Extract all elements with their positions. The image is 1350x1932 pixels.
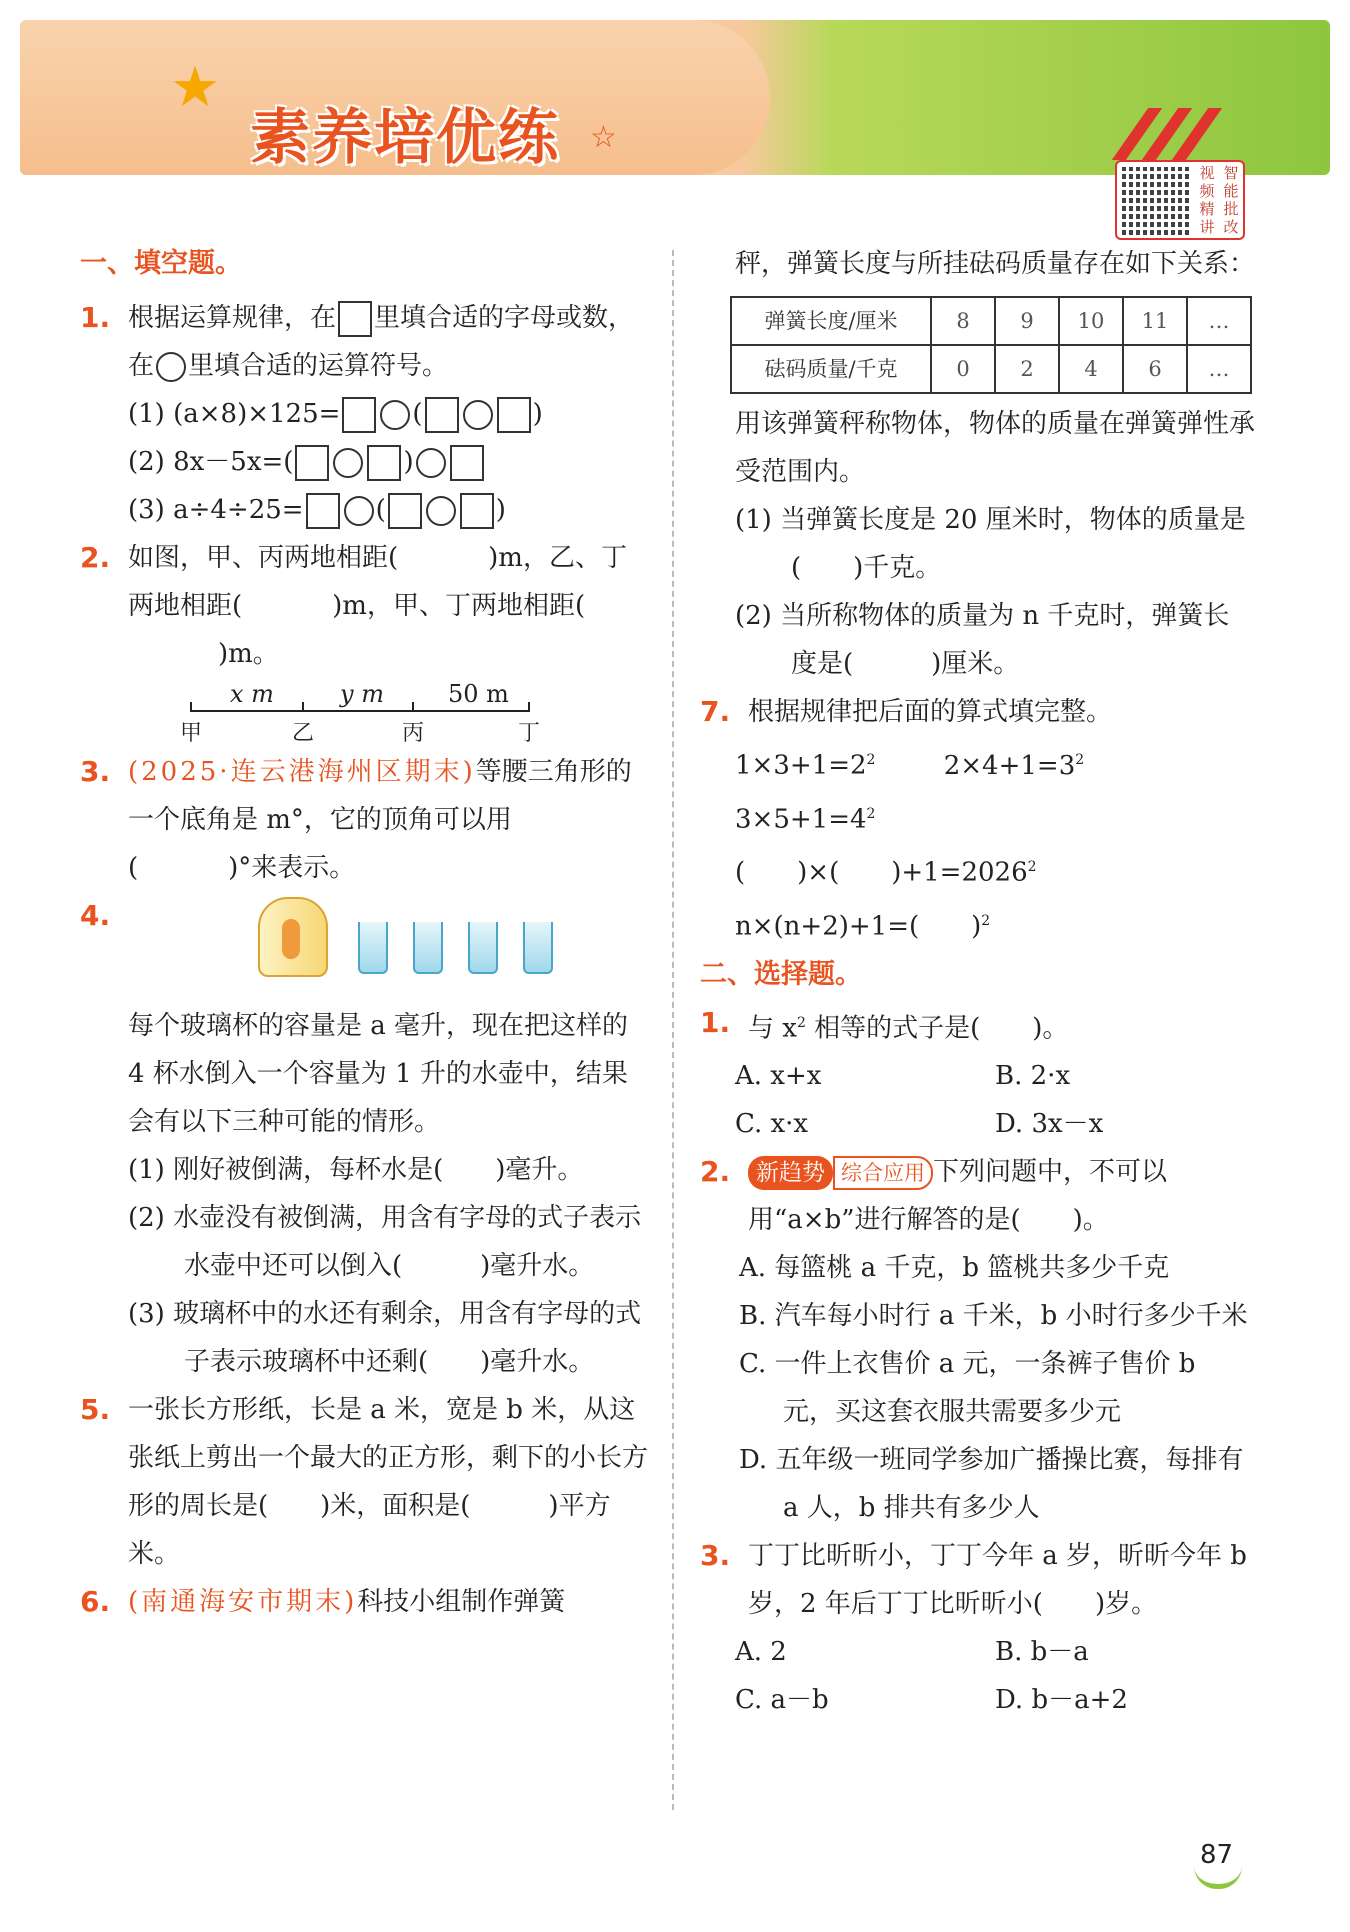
page-number: 87 (1200, 1840, 1234, 1870)
question-5: 5. 一张长方形纸，长是 a 米，宽是 b 米，从这张纸上剪出一个最大的正方形，剩下的小长方形的周长是( )米，面积是( )平方米。 (80, 1393, 649, 1569)
right-column (700, 240, 1256, 1724)
spring-table: 弹簧长度/厘米 8 9 10 11 … 砝码质量/千克 0 2 4 6 … (730, 296, 1252, 394)
header-banner (20, 20, 1330, 175)
choice-2-option-b[interactable]: B. 汽车每小时行 a 千米，b 小时行多少千米 (739, 1301, 1248, 1332)
topic-tag: 综合应用 (833, 1156, 933, 1190)
kettle-glasses-figure (128, 892, 650, 1002)
q1-item-1: (1) (a×8)×125= ( ) (80, 390, 650, 438)
page-title: 素养培优练 (250, 103, 560, 173)
q4-sub-2: (2) 水壶没有被倒满，用含有字母的式子表示水壶中还可以倒入( )毫升水。 (128, 1203, 642, 1281)
decor-stripes (1130, 108, 1220, 164)
qr-code[interactable] (1115, 160, 1245, 240)
glass-icon (358, 922, 388, 974)
q1-item-2: (2) 8x－5x=( ) (80, 438, 650, 486)
section-title-fill: 一、填空题。 (80, 248, 242, 279)
choice-3: 3. 丁丁比昕昕小，丁丁今年 a 岁，昕昕今年 b 岁，2 年后丁丁比昕昕小( )岁。 (700, 1539, 1247, 1620)
question-4: 4. 每个玻璃杯的容量是 a 毫升，现在把这样的 4 杯水倒入一个容量为 1 升的水壶中，结果会有以下三种可能的情形。 (80, 892, 650, 1146)
choice-2-option-c[interactable]: C. 一件上衣售价 a 元，一条裤子售价 b 元，买这套衣服共需要多少元 (739, 1349, 1196, 1428)
question-source: (2025·连云港海州区期末) (128, 757, 476, 787)
section-title-choice: 二、选择题。 (700, 958, 862, 990)
column-divider (672, 250, 674, 1810)
distance-diagram: x m y m 50 m 甲 乙 丙 丁 (180, 680, 541, 746)
glass-icon (523, 922, 553, 974)
kettle-icon (258, 897, 328, 977)
q6-continued: 秤，弹簧长度与所挂砝码质量存在如下关系： (735, 249, 1256, 279)
question-2: 2. 如图，甲、丙两地相距( )m，乙、丁两地相距( )m，甲、丁两地相距()m。 (80, 541, 627, 669)
choice-3-options: A. 2 B. b－a C. a－b D. b－a+2 (735, 1637, 1128, 1716)
q7-equation-4: ( )×( )$+1=2026^2$ (735, 857, 1037, 888)
q7-equation-5: n×(n+2)+1=( )$^2$ (735, 911, 991, 942)
q7-equation-3: $3\times 5+1=4^2$ (735, 804, 876, 835)
q4-sub-3: (3) 玻璃杯中的水还有剩余，用含有字母的式子表示玻璃杯中还剩( )毫升水。 (128, 1299, 642, 1377)
question-1: 1. 根据运算规律，在 里填合适的字母或数，在 里填合适的运算符号。 (80, 301, 635, 381)
q4-sub-1: (1) 刚好被倒满，每杯水是( )毫升。 (128, 1155, 584, 1185)
q6-text: 用该弹簧秤称物体，物体的质量在弹簧弹性承受范围内。 (735, 409, 1256, 487)
choice-2-option-a[interactable]: A. 每篮桃 a 千克，b 篮桃共多少千克 (739, 1253, 1170, 1284)
q6-sub-2: (2) 当所称物体的质量为 n 千克时，弹簧长度是( )厘米。 (735, 601, 1230, 679)
q7-equations-row1: $1\times 3+1=2^2$ $2\times 4+1=3^2$ (735, 750, 1085, 781)
small-star-icon: ☆ (590, 120, 617, 155)
qr-label: 视 智 频 能 精 批 讲 改 (1199, 164, 1239, 236)
question-7: 7. 根据规律把后面的算式填完整。 (700, 695, 1113, 728)
star-icon: ★ (170, 55, 221, 120)
q1-item-3: (3) a÷4÷25= ( ) (80, 486, 650, 534)
question-3: 3. (2025·连云港海州区期末)等腰三角形的一个底角是 m°，它的顶角可以用 ( )°来表示。 (80, 755, 632, 883)
answer-box[interactable] (338, 301, 372, 337)
choice-2-option-d[interactable]: D. 五年级一班同学参加广播操比赛，每排有 a 人，b 排共有多少人 (739, 1445, 1244, 1524)
left-column (80, 240, 650, 1626)
glass-icon (468, 922, 498, 974)
trend-tag: 新趋势 (748, 1156, 833, 1190)
glass-icon (413, 922, 443, 974)
choice-2: 2. 新趋势 综合应用 下列问题中，不可以用“a×b”进行解答的是( )。 (700, 1155, 1168, 1236)
question-6: 6. (南通海安市期末)科技小组制作弹簧 (80, 1585, 566, 1618)
qr-code-icon (1122, 167, 1190, 235)
choice-1: 1. 与 $x^2$ 相等的式子是( )。 (700, 1005, 1069, 1044)
answer-circle[interactable] (156, 352, 186, 382)
choice-1-options: A. x+x B. 2·x C. x·x D. 3x－x (735, 1061, 1104, 1140)
q6-sub-1: (1) 当弹簧长度是 20 厘米时，物体的质量是( )千克。 (735, 505, 1246, 583)
